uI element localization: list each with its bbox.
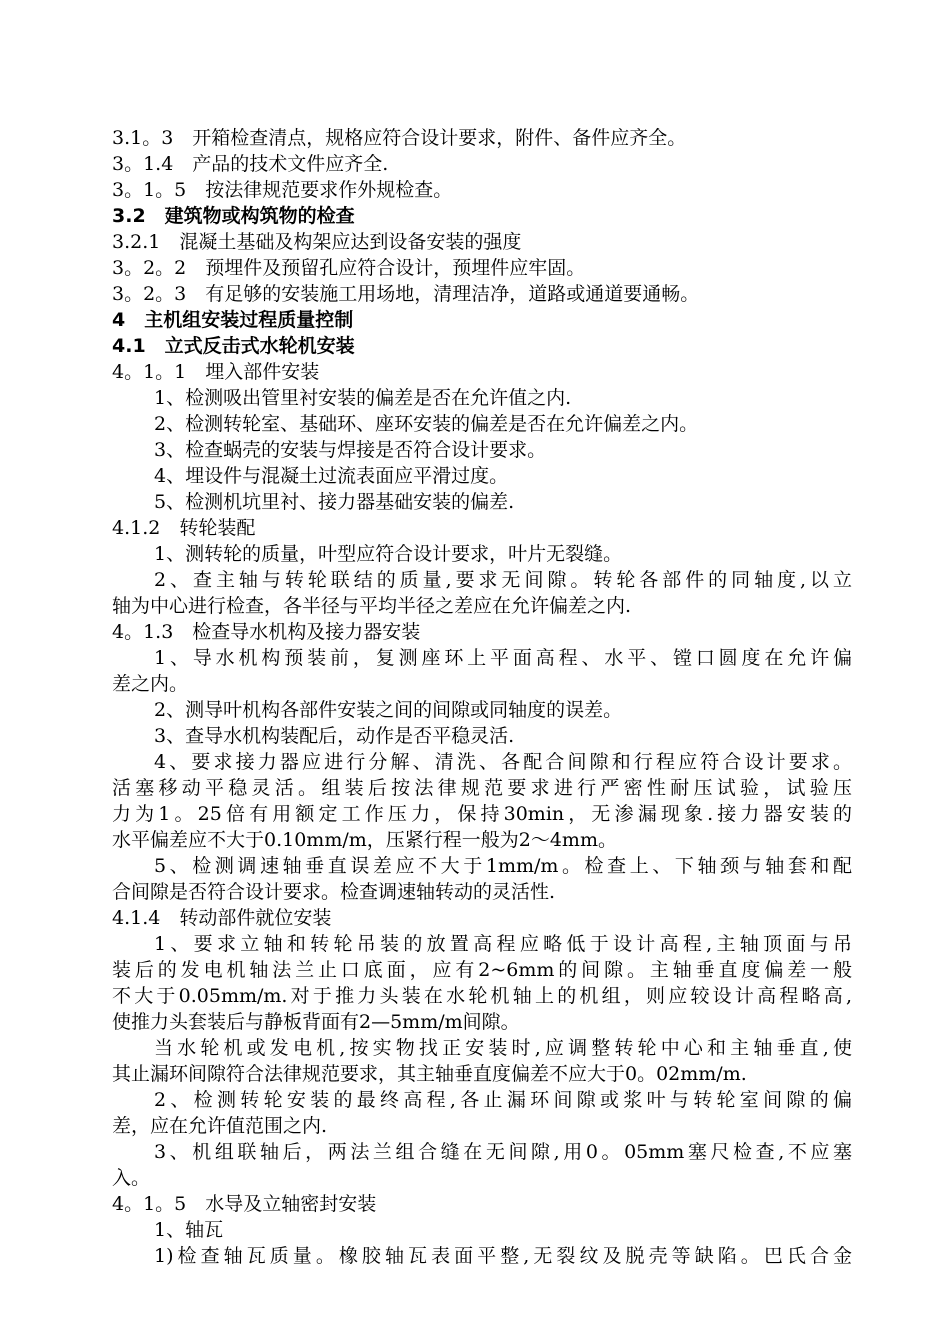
- text-line: 4。1.3 检查导水机构及接力器安装: [112, 621, 421, 643]
- text-line: 1、测转轮的质量，叶型应符合设计要求，叶片无裂缝。: [154, 543, 623, 565]
- section-heading: 4.1 立式反击式水轮机安装: [112, 335, 355, 357]
- text-line: 3、机组联轴后，两法兰组合缝在无间隙,用0。05mm塞尺检查,不应塞: [154, 1141, 852, 1163]
- text-line: 活塞移动平稳灵活。组装后按法律规范要求进行严密性耐压试验，试验压: [112, 777, 852, 799]
- text-line: 其止漏环间隙符合法律规范要求，其主轴垂直度偏差不应大于0。02mm/m.: [112, 1063, 747, 1085]
- text-line: 3。2。2 预埋件及预留孔应符合设计，预埋件应牢固。: [112, 257, 586, 279]
- text-line: 1、轴瓦: [154, 1219, 224, 1241]
- text-line: 入。: [112, 1167, 151, 1189]
- text-line: 3.1。3 开箱检查清点，规格应符合设计要求，附件、备件应齐全。: [112, 127, 687, 149]
- text-line: 2、查主轴与转轮联结的质量,要求无间隙。转轮各部件的同轴度,以立: [154, 569, 852, 591]
- text-line: 力为1。25倍有用额定工作压力，保持30min，无渗漏现象.接力器安装的: [112, 803, 852, 825]
- text-line: 4、要求接力器应进行分解、清洗、各配合间隙和行程应符合设计要求。: [154, 751, 852, 773]
- text-line: 2、检测转轮室、基础环、座环安装的偏差是否在允许偏差之内。: [154, 413, 699, 435]
- text-line: 当水轮机或发电机,按实物找正安装时,应调整转轮中心和主轴垂直,使: [154, 1037, 852, 1059]
- text-line: 2、测导叶机构各部件安装之间的间隙或同轴度的误差。: [154, 699, 623, 721]
- text-line: 5、检测机坑里衬、接力器基础安装的偏差.: [154, 491, 515, 513]
- text-line: 1、要求立轴和转轮吊装的放置高程应略低于设计高程,主轴顶面与吊: [154, 933, 852, 955]
- text-line: 1)检查轴瓦质量。橡胶轴瓦表面平整,无裂纹及脱壳等缺陷。巴氏合金: [154, 1245, 852, 1267]
- text-line: 差之内。: [112, 673, 189, 695]
- text-line: 3。1。5 按法律规范要求作外规检查。: [112, 179, 453, 201]
- text-line: 轴为中心进行检查，各半径与平均半径之差应在允许偏差之内.: [112, 595, 632, 617]
- text-line: 4。1。5 水导及立轴密封安装: [112, 1193, 377, 1215]
- text-line: 1、导水机构预装前，复测座环上平面高程、水平、镗口圆度在允许偏: [154, 647, 852, 669]
- text-line: 4.1.2 转轮装配: [112, 517, 256, 539]
- text-line: 不大于0.05mm/m.对于推力头装在水轮机轴上的机组，则应较设计高程略高,: [112, 985, 852, 1007]
- text-line: 3。2。3 有足够的安装施工用场地，清理洁净，道路或通道要通畅。: [112, 283, 700, 305]
- text-line: 3。1.4 产品的技术文件应齐全.: [112, 153, 389, 175]
- text-line: 装后的发电机轴法兰止口底面，应有2~6mm的间隙。主轴垂直度偏差一般: [112, 959, 852, 981]
- text-line: 差，应在允许值范围之内.: [112, 1115, 328, 1137]
- text-line: 4.1.4 转动部件就位安装: [112, 907, 332, 929]
- text-line: 4、埋设件与混凝土过流表面应平滑过度。: [154, 465, 509, 487]
- text-line: 合间隙是否符合设计要求。检查调速轴转动的灵活性.: [112, 881, 556, 903]
- text-line: 1、检测吸出管里衬安装的偏差是否在允许值之内.: [154, 387, 572, 409]
- text-line: 4。1。1 埋入部件安装: [112, 361, 320, 383]
- text-line: 3、检查蜗壳的安装与焊接是否符合设计要求。: [154, 439, 547, 461]
- text-line: 使推力头套装后与静板背面有2—5mm/m间隙。: [112, 1011, 520, 1033]
- text-line: 3.2.1 混凝土基础及构架应达到设备安装的强度: [112, 231, 522, 253]
- section-heading: 3.2 建筑物或构筑物的检查: [112, 205, 355, 227]
- text-line: 2、检测转轮安装的最终高程,各止漏环间隙或浆叶与转轮室间隙的偏: [154, 1089, 852, 1111]
- text-line: 水平偏差应不大于0.10mm/m，压紧行程一般为2～4mm。: [112, 829, 617, 851]
- text-line: 5、检测调速轴垂直误差应不大于1mm/m。检查上、下轴颈与轴套和配: [154, 855, 852, 877]
- document-body: [112, 125, 852, 1269]
- section-heading: 4 主机组安装过程质量控制: [112, 309, 354, 331]
- text-line: 3、查导水机构装配后，动作是否平稳灵活.: [154, 725, 515, 747]
